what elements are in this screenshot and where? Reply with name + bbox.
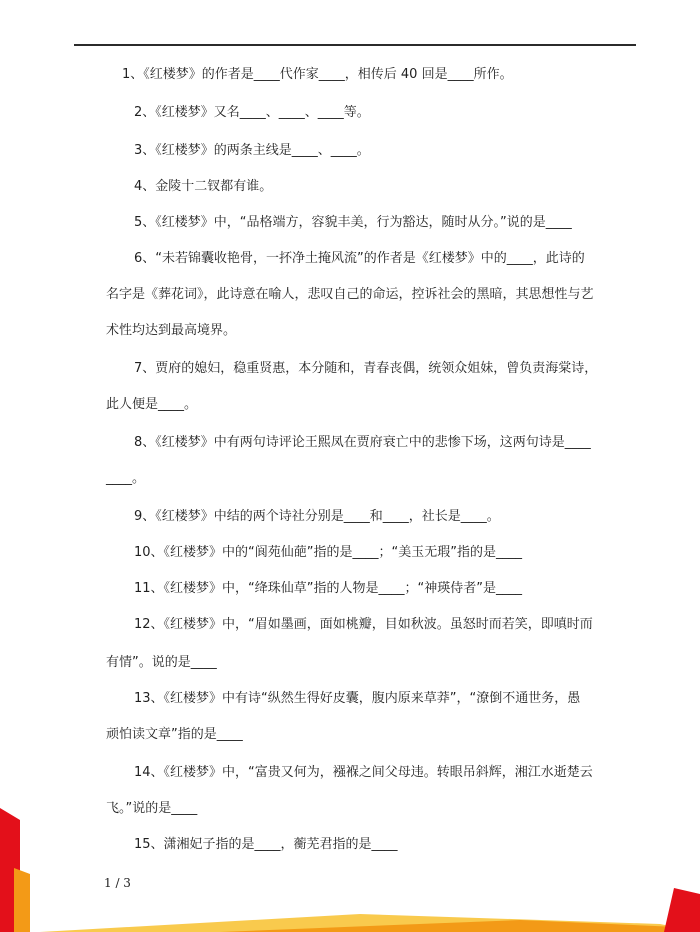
question-line: 顽怕读文章”指的是____ bbox=[106, 727, 243, 742]
question-line: 5、《红楼梦》中，“品格端方，容貌丰美，行为豁达，随时从分。”说的是____ bbox=[134, 215, 572, 230]
question-line: 名字是《葬花词》，此诗意在喻人，悲叹自己的命运，控诉社会的黑暗，其思想性与艺 bbox=[106, 287, 594, 302]
question-line: 有情”。说的是____ bbox=[106, 655, 217, 670]
question-line: 12、《红楼梦》中，“眉如墨画，面如桃瓣，目如秋波。虽怒时而若笑，即嗔时而 bbox=[134, 617, 593, 632]
question-line: 11、《红楼梦》中，“绛珠仙草”指的人物是____；“神瑛侍者”是____ bbox=[134, 581, 522, 596]
decorative-footer-band bbox=[0, 902, 700, 932]
question-line: 术性均达到最高境界。 bbox=[106, 323, 237, 338]
question-line: 6、“未若锦囊收艳骨，一抔净土掩风流”的作者是《红楼梦》中的____，此诗的 bbox=[134, 251, 585, 266]
page-number: 1 / 3 bbox=[104, 876, 131, 890]
question-line: ____。 bbox=[106, 471, 146, 486]
question-line: 3、《红楼梦》的两条主线是____、____。 bbox=[134, 143, 370, 158]
decorative-corner-right bbox=[664, 888, 700, 932]
question-line: 15、潇湘妃子指的是____，蘅芜君指的是____ bbox=[134, 837, 398, 852]
question-line: 飞。”说的是____ bbox=[106, 801, 198, 816]
question-line: 1、《红楼梦》的作者是____代作家____，相传后 40 回是____所作。 bbox=[122, 67, 513, 82]
question-line: 8、《红楼梦》中有两句诗评论王熙凤在贾府衰亡中的悲惨下场，这两句诗是____ bbox=[134, 435, 591, 450]
question-line: 4、金陵十二钗都有谁。 bbox=[134, 179, 273, 194]
question-line: 13、《红楼梦》中有诗“纵然生得好皮囊，腹内原来草莽”，“潦倒不通世务，愚 bbox=[134, 691, 581, 706]
question-line: 7、贾府的媳妇，稳重贤惠，本分随和，青春丧偶，统领众姐妹，曾负责海棠诗， bbox=[134, 361, 598, 376]
header-rule bbox=[74, 44, 636, 46]
question-line: 14、《红楼梦》中，“富贵又何为，襁褓之间父母违。转眼吊斜辉，湘江水逝楚云 bbox=[134, 765, 593, 780]
question-line: 此人便是____。 bbox=[106, 397, 198, 412]
question-line: 10、《红楼梦》中的“阆苑仙葩”指的是____；“美玉无瑕”指的是____ bbox=[134, 545, 522, 560]
question-line: 9、《红楼梦》中结的两个诗社分别是____和____，社长是____。 bbox=[134, 509, 500, 524]
question-line: 2、《红楼梦》又名____、____、____等。 bbox=[134, 105, 370, 120]
